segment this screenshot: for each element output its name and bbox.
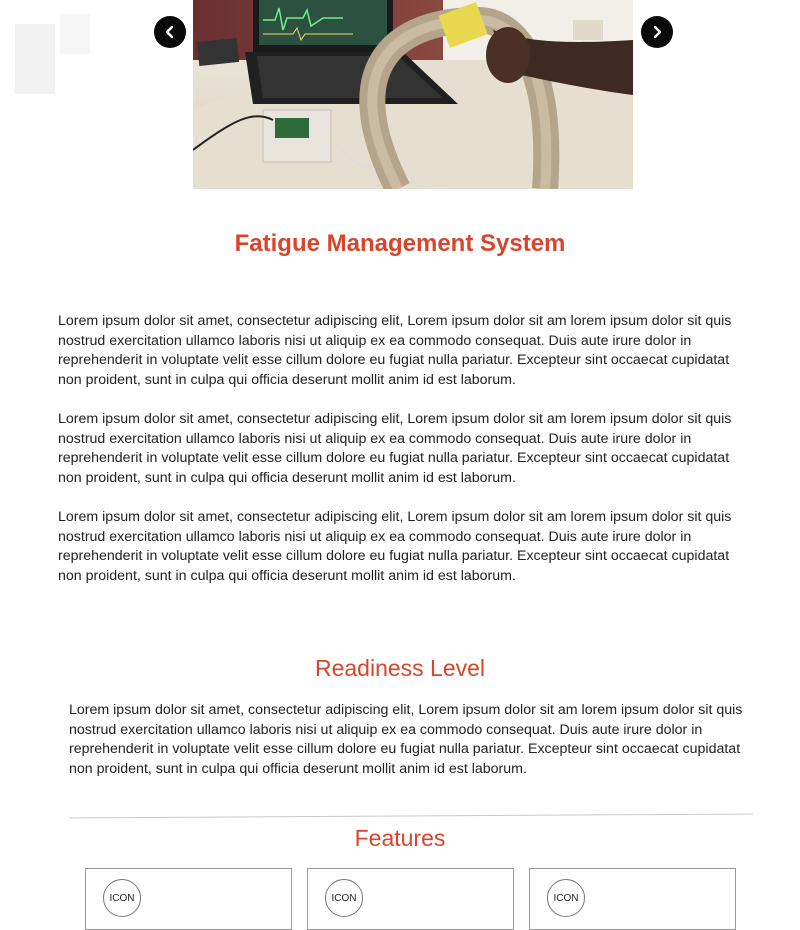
page-title: Fatigue Management System: [234, 230, 566, 257]
intro-paragraph-2: Lorem ipsum dolor sit amet, consectetur adipiscing elit, Lorem ipsum dolor sit am lorem ipsum dolor sit quis nostrud exercitation ullamco laboris nisi ut aliquip ex ea commodo consequat. Duis aute irure dolor in reprehenderit in voluptate velit esse cillum dolore eu fugiat nulla pariatur. Excepteur sint occaecat cupidatat non proident, sunt in culpa qui officia deserunt mollit anim id est laborum.: [58, 411, 732, 486]
feature-card: [529, 868, 736, 930]
feature-icon-placeholder: ICON: [325, 879, 363, 917]
feature-icon-placeholder: ICON: [103, 879, 141, 917]
features-heading: Features: [354, 825, 446, 851]
carousel-slide-image: [193, 0, 633, 189]
faded-background-image: [10, 4, 160, 104]
feature-card: [307, 868, 514, 930]
chevron-right-icon: [650, 25, 664, 39]
feature-card: [85, 868, 292, 930]
feature-icon-placeholder: ICON: [547, 879, 585, 917]
readiness-level-heading: Readiness Level: [314, 655, 486, 681]
chevron-left-icon: [163, 25, 177, 39]
steering-wheel-photo: [193, 0, 633, 189]
carousel-prev-button[interactable]: [154, 16, 186, 48]
intro-paragraph-3: Lorem ipsum dolor sit amet, consectetur adipiscing elit, Lorem ipsum dolor sit am lorem ipsum dolor sit quis nostrud exercitation ullamco laboris nisi ut aliquip ex ea commodo consequat. Duis aute irure dolor in reprehenderit in voluptate velit esse cillum dolore eu fugiat nulla pariatur. Excepteur sint occaecat cupidatat non proident, sunt in culpa qui officia deserunt mollit anim id est laborum.: [58, 509, 732, 584]
section-divider: [69, 813, 753, 819]
carousel-next-button[interactable]: [641, 16, 673, 48]
readiness-level-paragraph: Lorem ipsum dolor sit amet, consectetur adipiscing elit, Lorem ipsum dolor sit am lorem ipsum dolor sit quis nostrud exercitation ullamco laboris nisi ut aliquip ex ea commodo consequat. Duis aute irure dolor in reprehenderit in voluptate velit esse cillum dolore eu fugiat nulla pariatur. Excepteur sint occaecat cupidatat non proident, sunt in culpa qui officia deserunt mollit anim id est laborum.: [69, 702, 743, 777]
intro-paragraph-1: Lorem ipsum dolor sit amet, consectetur adipiscing elit, Lorem ipsum dolor sit am lorem ipsum dolor sit quis nostrud exercitation ullamco laboris nisi ut aliquip ex ea commodo consequat. Duis aute irure dolor in reprehenderit in voluptate velit esse cillum dolore eu fugiat nulla pariatur. Excepteur sint occaecat cupidatat non proident, sunt in culpa qui officia deserunt mollit anim id est laborum.: [58, 313, 732, 388]
